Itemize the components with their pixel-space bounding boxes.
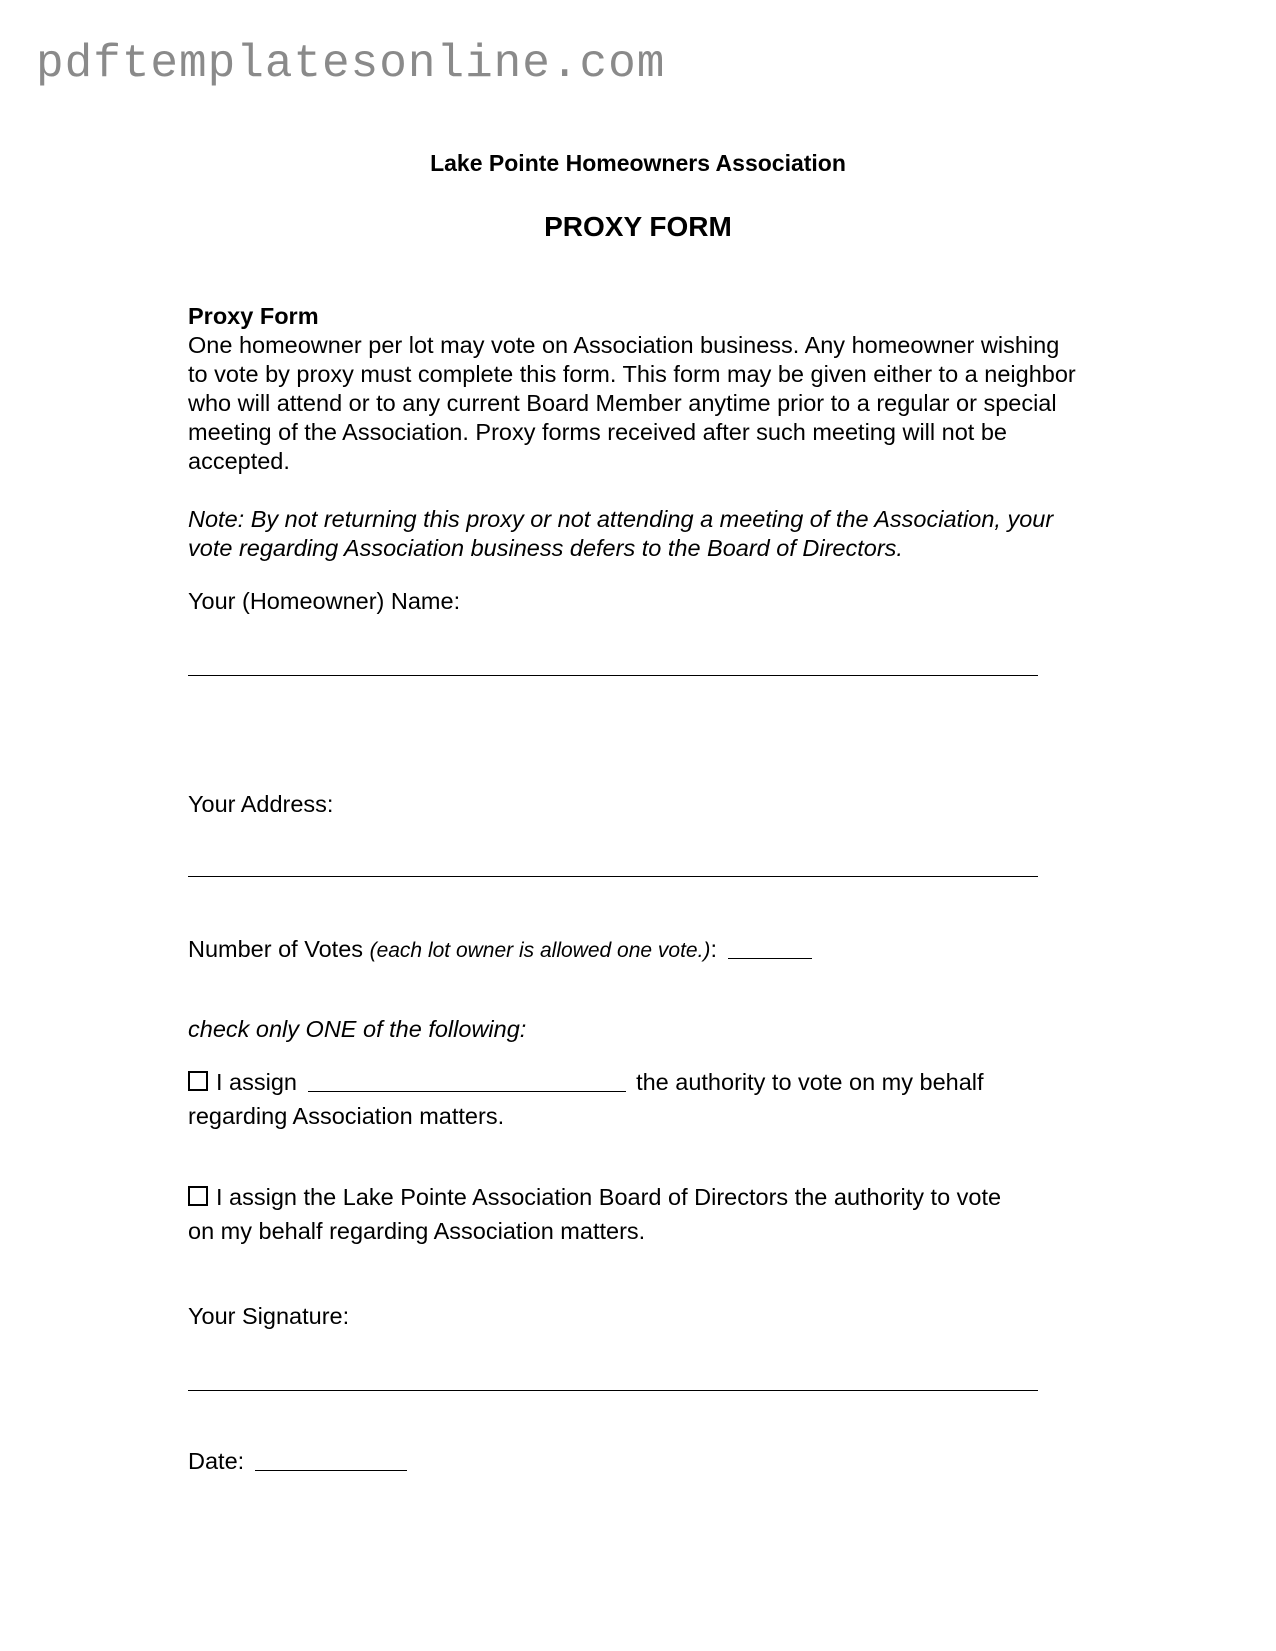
intro-heading: Proxy Form [188,303,319,329]
option1-assignee-field[interactable] [308,1091,626,1092]
intro-note: Note: By not returning this proxy or not attending a meeting of the Association, your vote regarding Association business defers to the Board of Directors. [188,506,1054,561]
organization-name: Lake Pointe Homeowners Association [430,150,846,176]
date-row [188,1448,411,1475]
votes-field[interactable] [728,958,812,959]
form-title: PROXY FORM [544,211,732,242]
signature-field[interactable] [188,1390,1038,1391]
option2-checkbox[interactable] [188,1186,208,1206]
date-label: Date: [188,1448,245,1474]
option1-line2: regarding Association matters. [188,1103,505,1129]
votes-label: Number of Votes [188,936,364,962]
votes-row [188,936,816,963]
name-label: Your (Homeowner) Name: [188,588,461,614]
date-field[interactable] [255,1470,407,1471]
address-field[interactable] [188,876,1038,877]
intro-section [188,302,1088,563]
option2-line1: I assign the Lake Pointe Association Board of Directors the authority to vote [216,1184,1002,1210]
option1-checkbox[interactable] [188,1071,208,1091]
option1-prefix: I assign [216,1069,297,1095]
option2-line2: on my behalf regarding Association matters. [188,1218,646,1244]
votes-hint: (each lot owner is allowed one vote.) [369,939,711,962]
option2-row [188,1184,1001,1211]
option1-suffix: the authority to vote on my behalf [636,1069,984,1095]
address-label: Your Address: [188,791,334,817]
votes-colon: : [710,936,717,962]
options-instruction: check only ONE of the following: [188,1016,527,1042]
name-field[interactable] [188,675,1038,676]
signature-label: Your Signature: [188,1303,350,1329]
watermark-text: pdftemplatesonline.com [36,38,666,90]
intro-body: One homeowner per lot may vote on Association business. Any homeowner wishing to vote by proxy must complete this form. This form may be given either to a neighbor who will attend or to any current Board Member anytime prior to a regular or special meeting of the Association. Proxy forms received after such meeting will not be accepted. [188,332,1076,474]
option1-row [188,1069,984,1096]
